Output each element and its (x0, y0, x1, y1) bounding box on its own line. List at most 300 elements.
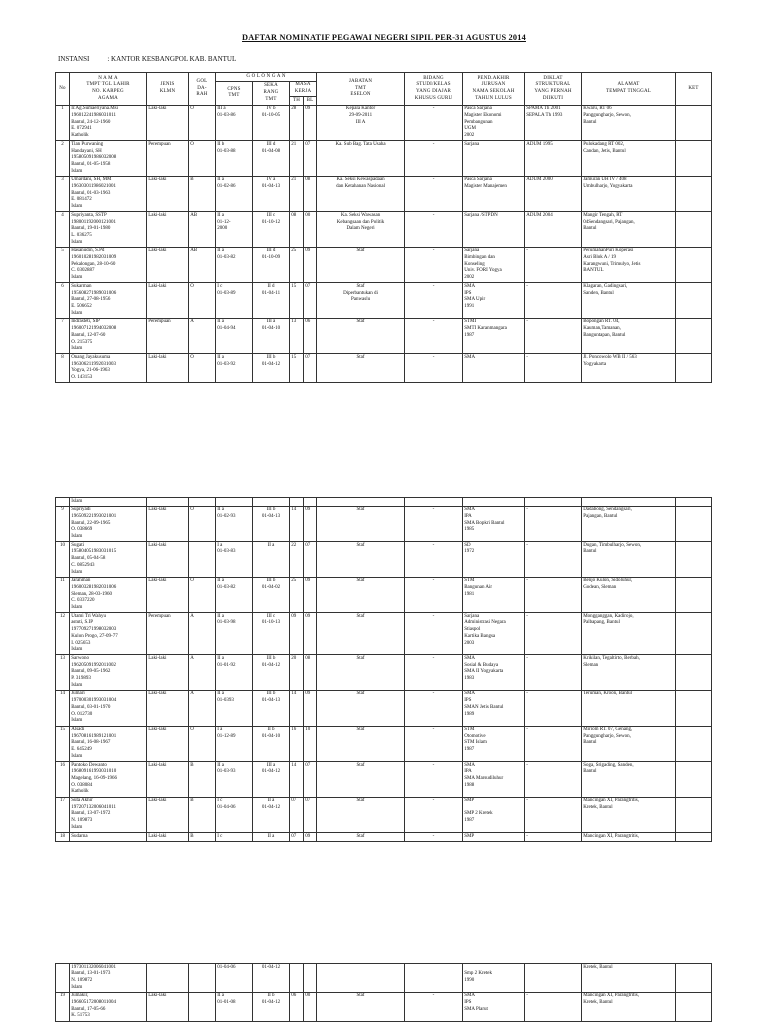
cell-jabatan: Staf (317, 613, 405, 655)
cell-cpns-tmt: II a 01-01-08 (216, 992, 253, 1021)
header-pendidikan: PEND.AKHIR JURUSAN NAMA SEKOLAH TAHUN LULUS (463, 73, 525, 106)
cell-pendidikan: Sarjana Bimbingan dan Konseling Univ. FORI Yogya 2002 (463, 247, 525, 283)
cell-sekarang-tmt: II a (253, 542, 290, 578)
cell-alamat: Mancingan XI, Parangtritis, Kretek, Bantul (582, 797, 676, 833)
cell-cpns-tmt: III a 01-03-86 (216, 105, 253, 141)
cell-gol-darah: A (189, 655, 216, 691)
cell-sekarang-tmt: III b 01-04-12 (253, 354, 290, 383)
cell-masa-bl (304, 964, 317, 993)
cell-no: 17 (56, 797, 70, 833)
cell-bidang-studi: - (405, 354, 463, 383)
cell-no: 9 (56, 506, 70, 542)
cell-sekarang-tmt: III c 01-10-12 (253, 212, 290, 248)
table-row (56, 964, 712, 993)
table-row (56, 506, 712, 542)
cell-no: 11 (56, 577, 70, 613)
cell-diklat: - (525, 762, 582, 798)
cell-no: 2 (56, 141, 70, 177)
header-diklat: DIKLAT STRUKTURAL YANG PERNAH DIIKUTI (525, 73, 582, 106)
cell-sekarang-tmt: III a 01-04-10 (253, 318, 290, 354)
cell-nama: Supriyanta, SSTP 198001192000121001 Bantul, 19-01-1980 L. 036275 Islam (70, 212, 147, 248)
cell-jenis-kelamin: Laki-laki (147, 655, 189, 691)
cell-gol-darah: A (189, 690, 216, 726)
cell-jabatan: Staf (317, 762, 405, 798)
cell-jabatan: Staf (317, 726, 405, 762)
header-jenis-kelamin: JENIS KLMN (147, 73, 189, 106)
cell-nama: Ir.Ag.Sumaeriyana.Msi 196012241986031011 Bantul, 24-12-1960 E. 072941 Katholik (70, 105, 147, 141)
cell-gol-darah: O (189, 105, 216, 141)
cell-cpns-tmt: II a 01-03-98 (216, 613, 253, 655)
cell-gol-darah: B (189, 176, 216, 212)
cell-masa-th: 14 (290, 690, 304, 726)
header-bidang-studi: BIDANG STUDI/KELAS YANG DIAJAR KHUSUS GURU (405, 73, 463, 106)
cell-bidang-studi: - (405, 542, 463, 578)
cell-gol-darah: O (189, 506, 216, 542)
header-sekarang-tmt: SEKA RANG TMT (253, 81, 290, 105)
table-row (56, 542, 712, 578)
cell-jenis-kelamin: Laki-laki (147, 762, 189, 798)
table-row (56, 354, 712, 383)
cell-diklat: - (525, 655, 582, 691)
header-gol-darah: GOL DA- RAH (189, 73, 216, 106)
cell-pendidikan: SMA (463, 354, 525, 383)
cell-cpns-tmt: I c (216, 833, 253, 842)
cell-masa-bl: 07 (304, 283, 317, 319)
cell-cpns-tmt: II a 01-03-82 (216, 247, 253, 283)
cell-gol-darah: A (189, 613, 216, 655)
cell-no: 13 (56, 655, 70, 691)
cell-bidang-studi: - (405, 833, 463, 842)
cell-masa-th: 14 (290, 762, 304, 798)
cell-jenis-kelamin: Perempuan (147, 318, 189, 354)
cell-cpns-tmt: II a 01-03-92 (216, 354, 253, 383)
table-row (56, 577, 712, 613)
cell-nama: Tian Purwaning Handayani, SH 195805091986032008 Bantul, 01-05-1958 Islam (70, 141, 147, 177)
cell-alamat: Mancingan XI, Parangtritis, (582, 833, 676, 842)
cell-alamat: Krikilan, Tegaltirto, Berbah, Sleman (582, 655, 676, 691)
cell-jenis-kelamin: Laki-laki (147, 105, 189, 141)
table-row (56, 655, 712, 691)
cell-diklat: - (525, 690, 582, 726)
header-masa-kerja: MASA KERJA (290, 81, 317, 96)
cell-nama: Jarahman 196003281982031006 Sleman, 28-03-1960 C. 0337220 Islam (70, 577, 147, 613)
cell-masa-bl: 08 (304, 176, 317, 212)
instansi-label: INSTANSI (58, 55, 90, 63)
cell-nama: Utami Tri Wahyu astuti, S.IP 197709271998032003 Kulon Progo, 27-09-77 I. 025653 Islam (70, 613, 147, 655)
cell-diklat: - (525, 354, 582, 383)
cell-no (56, 964, 70, 993)
table-row (56, 105, 712, 141)
cell-sekarang-tmt: II b 01-04-12 (253, 992, 290, 1021)
table-row (56, 283, 712, 319)
cell-jabatan: Ka. Sub Bag. Tata Usaha (317, 141, 405, 177)
header-bl: BL (304, 97, 317, 106)
cell-alamat: Mancingan XI, Parangtritis, Kretek, Bantul (582, 992, 676, 1021)
cell-alamat: Pulokadang RT 002, Candan, Jetis, Bantul (582, 141, 676, 177)
cell-sekarang-tmt: IV b 01-10-05 (253, 105, 290, 141)
cell-jabatan: Staf (317, 690, 405, 726)
table-row (56, 212, 712, 248)
cell-bidang-studi: - (405, 212, 463, 248)
cell-diklat: - (525, 613, 582, 655)
cell-nama: Jumakir, 196605172008011004 Bantul, 17-05-66 K. 51753 (70, 992, 147, 1021)
cell-pendidikan: SMA IPS SMA Upir 1991 (463, 283, 525, 319)
table-row (56, 318, 712, 354)
cell-alamat: Soga, Srigading, Sanden, Bantul (582, 762, 676, 798)
cell-alamat: Jamuran UH IV / 408 Umbulharjo, Yogyakarta (582, 176, 676, 212)
cell-bidang-studi: - (405, 726, 463, 762)
cell-alamat: Kretek, Bantul (582, 964, 676, 993)
nominative-table-page-1 (55, 72, 712, 383)
cell-jabatan: Ka. Seksi Kewaspadaan dan Ketahanan Nasional (317, 176, 405, 212)
cell-jabatan (317, 964, 405, 993)
cell-masa-bl: 09 (304, 506, 317, 542)
cell-cpns-tmt: I c 01-03-89 (216, 283, 253, 319)
section1-body (56, 105, 712, 382)
cell-bidang-studi: - (405, 797, 463, 833)
cell-bidang-studi: - (405, 105, 463, 141)
cell-alamat: Bopongan RT. 04, Kauman,Tamanan, Banguntapan, Bantul (582, 318, 676, 354)
cell-ket (676, 613, 712, 655)
cell-bidang-studi: - (405, 613, 463, 655)
cell-masa-th: 20 (290, 655, 304, 691)
cell-sekarang-tmt: 01-04-12 (253, 964, 290, 993)
cell-masa-bl: 09 (304, 613, 317, 655)
table-row (56, 498, 712, 507)
cell-masa-bl: 07 (304, 797, 317, 833)
cell-bidang-studi: - (405, 283, 463, 319)
cell-alamat: Dadabong, Sendangsari, Pajangan, Bantul (582, 506, 676, 542)
cell-ket (676, 992, 712, 1021)
cell-cpns-tmt: II a 01-03-82 (216, 577, 253, 613)
table-row (56, 247, 712, 283)
cell-gol-darah (189, 992, 216, 1021)
cell-nama: Supriyadi 196509221993021001 Bantul, 22-09-1965 O. 038669 Islam (70, 506, 147, 542)
cell-masa-th: 21 (290, 141, 304, 177)
cell-masa-th: 21 (290, 176, 304, 212)
cell-nama: 197301132006041001 Bantul, 13-01-1973 N. 109872 Islam (70, 964, 147, 993)
cell-masa-bl: 08 (304, 655, 317, 691)
cell-bidang-studi: - (405, 577, 463, 613)
header-alamat: ALAMAT TEMPAT TINGGAL (582, 73, 676, 106)
cell-ket (676, 577, 712, 613)
cell-jabatan: Staf (317, 655, 405, 691)
cell-cpns-tmt: II a 01-04-94 (216, 318, 253, 354)
cell-no: 18 (56, 833, 70, 842)
cell-ket (676, 318, 712, 354)
cell-pendidikan: SMA IPS SMAN Jetis Bantul 1989 (463, 690, 525, 726)
cell-cpns-tmt: I a 01-12-89 (216, 726, 253, 762)
cell-ket (676, 726, 712, 762)
cell-no: 5 (56, 247, 70, 283)
cell-ket (676, 690, 712, 726)
cell-jabatan: Staf (317, 318, 405, 354)
cell-sekarang-tmt: III b 01-04-13 (253, 690, 290, 726)
cell-sekarang-tmt: III c 01-10-13 (253, 613, 290, 655)
cell-sekarang-tmt: III b 01-04-02 (253, 577, 290, 613)
cell-masa-bl: 07 (304, 762, 317, 798)
cell-gol-darah: B (189, 833, 216, 842)
cell-alamat: Jl. Poncowolo WB II / 563 Yogyakarta (582, 354, 676, 383)
cell-ket (676, 964, 712, 993)
cell-jabatan: Staf (317, 542, 405, 578)
table-row (56, 726, 712, 762)
cell-sekarang-tmt: III a 01-04-12 (253, 762, 290, 798)
cell-masa-th: 25 (290, 577, 304, 613)
cell-masa-th: 08 (290, 212, 304, 248)
cell-masa-bl: 00 (304, 992, 317, 1021)
cell-jenis-kelamin: Perempuan (147, 613, 189, 655)
header-nama: N A M A TMPT TGL LAHIR NO. KARPEG AGAMA (70, 73, 147, 106)
cell-masa-bl: 10 (304, 726, 317, 762)
table-row (56, 613, 712, 655)
cell-gol-darah (189, 542, 216, 578)
cell-alamat: Teruman, Kroon, Bantul (582, 690, 676, 726)
cell-nama: Sukarman 195608271989031006 Bantul, 27-08-1956 E. 506652 Islam (70, 283, 147, 319)
cell-masa-th: 09 (290, 613, 304, 655)
cell-gol-darah: AB (189, 247, 216, 283)
cell-pendidikan: Pasca Sarjana Magister Manajemen (463, 176, 525, 212)
cell-cpns-tmt: II a 01-01-92 (216, 655, 253, 691)
header-th: TH (290, 97, 304, 106)
cell-sekarang-tmt: II a (253, 833, 290, 842)
cell-diklat: - (525, 992, 582, 1021)
cell-bidang-studi: - (405, 690, 463, 726)
cell-jenis-kelamin: Laki-laki (147, 992, 189, 1021)
cell-masa-bl: 09 (304, 833, 317, 842)
cell-masa-th: 13 (290, 318, 304, 354)
cell-gol-darah: O (189, 354, 216, 383)
cell-alamat: Mangir Tengah, RT 04Sendangsari, Pajangan, Bantul (582, 212, 676, 248)
cell-nama: Umardani, SH, MM 196303011986021001 Bantul, 01-03-1963 E. 081472 Islam (70, 176, 147, 212)
cell-alamat: Kwaru, RT 06 Panggungharjo, Sewon, Bantul (582, 105, 676, 141)
cell-pendidikan: SMP SMP 2 Kretek 1987 (463, 797, 525, 833)
cell-nama: Alsadi 196708161989121001 Bantul, 16-08-1967 E. 645249 Islam (70, 726, 147, 762)
cell-nama: Sugati 195804051983031015 Bantul, 05-04-58 C. 0852943 Islam (70, 542, 147, 578)
cell-gol-darah: B (189, 762, 216, 798)
cell-bidang-studi: - (405, 176, 463, 212)
cell-masa-bl: 09 (304, 247, 317, 283)
cell-jenis-kelamin: Laki-laki (147, 212, 189, 248)
cell-cpns-tmt: II a 01-12- 2000 (216, 212, 253, 248)
cell-sekarang-tmt: IV a 01-04-13 (253, 176, 290, 212)
cell-masa-bl: 00 (304, 212, 317, 248)
cell-masa-th: 14 (290, 506, 304, 542)
cell-alamat: Mongganggan, Kadirojo, Palbapang, Bantul (582, 613, 676, 655)
cell-no: 19 (56, 992, 70, 1021)
cell-jenis-kelamin: Laki-laki (147, 833, 189, 842)
cell-ket (676, 655, 712, 691)
cell-diklat: - (525, 577, 582, 613)
section2-body (56, 498, 712, 507)
cell-jenis-kelamin: Laki-laki (147, 506, 189, 542)
instansi-line (58, 55, 254, 63)
cell-jenis-kelamin (147, 964, 189, 993)
cell-jenis-kelamin: Laki-laki (147, 283, 189, 319)
cell-ket (676, 247, 712, 283)
cell-no: 12 (56, 613, 70, 655)
cell-bidang-studi: - (405, 992, 463, 1021)
cell-pendidikan: STMI SMTI Karanmangara 1987 (463, 318, 525, 354)
cell-jabatan: Staf (317, 506, 405, 542)
table-row (56, 797, 712, 833)
header-cpns-tmt: CPNS TMT (216, 81, 253, 105)
table-row (56, 762, 712, 798)
cell-pendidikan: Sarjana (463, 141, 525, 177)
cell-pendidikan: Pasca Sarjana Magister Ekonomi Pembangunan UGM 2002 (463, 105, 525, 141)
cell-jenis-kelamin: Perempuan (147, 141, 189, 177)
cell-nama: Jumari 197000301993031004 Bantul, 03-01-1970 O. 012730 Islam (70, 690, 147, 726)
header-jabatan: JABATAN TMT ESELON (317, 73, 405, 106)
cell-masa-bl: 06 (304, 318, 317, 354)
cell-pendidikan: SMA IPS SMA Plarut (463, 992, 525, 1021)
cell-no: 8 (56, 354, 70, 383)
cell-alamat: Klagaran, Gadingsari, Sanden, Bantul (582, 283, 676, 319)
cell-sekarang-tmt: II a 01-04-12 (253, 797, 290, 833)
cell-masa-bl: 07 (304, 354, 317, 383)
cell-jenis-kelamin: Laki-laki (147, 542, 189, 578)
cell-nama: Hasanudin, S.Pd 196010281982031009 Pekalongan, 28-10-60 C. 0302887 Islam (70, 247, 147, 283)
cell-diklat: ADUM 2004 (525, 212, 582, 248)
cell-ket (676, 762, 712, 798)
cell-masa-th (290, 964, 304, 993)
table-row (56, 833, 712, 842)
cell-masa-th: 25 (290, 247, 304, 283)
cell-alamat: Miriom RT. 07, Genang, Panggungharjo, Sewon, Bantul (582, 726, 676, 762)
cell-nama: Sarwono 196205091992011002 Bantul, 09-05-1962 P. 319893 Islam (70, 655, 147, 691)
table-row (56, 992, 712, 1021)
nominative-table-page-3 (55, 963, 712, 1022)
cell-jenis-kelamin: Laki-laki (147, 354, 189, 383)
cell-sekarang-tmt: III b 01-04-13 (253, 506, 290, 542)
cell-cpns-tmt: II a 01-03-93 (216, 762, 253, 798)
cell-gol-darah: O (189, 726, 216, 762)
cell-nama: Pantoko Dewanto 196809161993031010 Magelang, 16-09-1966 O. 038084 Katholik (70, 762, 147, 798)
cell-ket (676, 105, 712, 141)
cell-nama: Suta Akhir 197207132006041011 Bantul, 13-07-1972 N. 109873 Islam (70, 797, 147, 833)
continued-agama: Islam (70, 498, 147, 507)
cell-jabatan: Staf (317, 577, 405, 613)
cell-masa-th: 06 (290, 992, 304, 1021)
cell-no: 4 (56, 212, 70, 248)
cell-pendidikan: SMA Sosial & Budaya SMA II Yogyakarta 1983 (463, 655, 525, 691)
cell-jenis-kelamin: Laki-laki (147, 577, 189, 613)
cell-jabatan: Staf (317, 247, 405, 283)
cell-sekarang-tmt: II b 01-04-10 (253, 726, 290, 762)
cell-sekarang-tmt: III b 01-04-12 (253, 655, 290, 691)
cell-pendidikan: STM Bangunan Air 1981 (463, 577, 525, 613)
cell-sekarang-tmt: II d 01-04-11 (253, 283, 290, 319)
cell-masa-th: 07 (290, 797, 304, 833)
cell-diklat: - (525, 247, 582, 283)
cell-pendidikan: STM Otomotive STM Islam 1987 (463, 726, 525, 762)
nominative-table-page-2 (55, 497, 712, 842)
cell-jabatan: Ka. Seksi Wawasan Kebangsaan dan Politik Dalam Negeri (317, 212, 405, 248)
header-golongan: G O L O N G A N (216, 73, 317, 82)
cell-ket (676, 141, 712, 177)
cell-pendidikan: SMA IPA SMA Marsudiluhur 1988 (463, 762, 525, 798)
cell-gol-darah: AB (189, 212, 216, 248)
cell-jabatan: Staf (317, 354, 405, 383)
cell-masa-bl: 09 (304, 105, 317, 141)
cell-nama: Onang Jayakusuma 196306211992031003 Yogya, 21-06-1963 O. 143153 (70, 354, 147, 383)
cell-alamat: Benjo Kulon, Sidoluhur, Godean, Sleman (582, 577, 676, 613)
cell-diklat: - (525, 542, 582, 578)
cell-pendidikan: SD 1972 (463, 542, 525, 578)
cell-sekarang-tmt: III d 01-04-08 (253, 141, 290, 177)
cell-bidang-studi (405, 964, 463, 993)
cell-pendidikan: Sarjana Administrasi Negara Stiaspol Kartika Bangsa 2003 (463, 613, 525, 655)
cell-gol-darah: A (189, 318, 216, 354)
cell-masa-th: 15 (290, 354, 304, 383)
cell-diklat: - (525, 506, 582, 542)
cell-no: 3 (56, 176, 70, 212)
cell-jabatan: Staf (317, 797, 405, 833)
cell-bidang-studi: - (405, 141, 463, 177)
document-title: DAFTAR NOMINATIF PEGAWAI NEGERI SIPIL PER-31 AGUSTUS 2014 (242, 33, 526, 42)
cell-masa-bl: 09 (304, 690, 317, 726)
cell-pendidikan: Sarjana /STPDN (463, 212, 525, 248)
cell-masa-bl: 07 (304, 141, 317, 177)
cell-ket (676, 542, 712, 578)
cell-bidang-studi: - (405, 762, 463, 798)
cell-cpns-tmt: 01-04-06 (216, 964, 253, 993)
cell-masa-bl: 09 (304, 577, 317, 613)
cell-pendidikan: Smp 2 Kretek 1990 (463, 964, 525, 993)
cell-cpns-tmt: II a 01-0393 (216, 690, 253, 726)
section2-rows (56, 506, 712, 841)
cell-no: 7 (56, 318, 70, 354)
cell-diklat: - (525, 833, 582, 842)
cell-gol-darah: O (189, 577, 216, 613)
cell-pendidikan: SMP (463, 833, 525, 842)
cell-masa-th: 22 (290, 542, 304, 578)
cell-jenis-kelamin: Laki-laki (147, 690, 189, 726)
header-ket: KET (676, 73, 712, 106)
cell-diklat: ADUM 2000 (525, 176, 582, 212)
cell-no: 1 (56, 105, 70, 141)
cell-masa-th: 15 (290, 283, 304, 319)
cell-jenis-kelamin: Laki-laki (147, 176, 189, 212)
cell-masa-th: 16 (290, 726, 304, 762)
cell-gol-darah: B (189, 797, 216, 833)
cell-gol-darah (189, 964, 216, 993)
cell-ket (676, 833, 712, 842)
cell-jenis-kelamin: Laki-laki (147, 247, 189, 283)
cell-ket (676, 212, 712, 248)
cell-cpns-tmt: II a 01-02-86 (216, 176, 253, 212)
cell-alamat: Dugan, Timbulharjo, Sewon, Bantul (582, 542, 676, 578)
cell-diklat: SPAMA Th 2001 SEPALA Th 1993 (525, 105, 582, 141)
cell-diklat: - (525, 797, 582, 833)
section3-body (56, 964, 712, 1022)
cell-gol-darah: O (189, 141, 216, 177)
cell-masa-th: 28 (290, 105, 304, 141)
cell-pendidikan: SMA IPA SMA Bopkri Bantul 1985 (463, 506, 525, 542)
cell-jabatan: Kepala Kantor 29-09-2011 III A (317, 105, 405, 141)
table-row (56, 690, 712, 726)
cell-diklat (525, 964, 582, 993)
cell-no: 16 (56, 762, 70, 798)
cell-jabatan: Staf (317, 833, 405, 842)
cell-alamat: PerumahanPuri Koperasi Asri Blok A / 19 Karangwuni, Trimulyo, Jetis BANTUL (582, 247, 676, 283)
cell-jenis-kelamin: Laki-laki (147, 726, 189, 762)
cell-gol-darah: O (189, 283, 216, 319)
cell-ket (676, 506, 712, 542)
cell-diklat: - (525, 726, 582, 762)
header-no: No (56, 73, 70, 106)
cell-no: 14 (56, 690, 70, 726)
